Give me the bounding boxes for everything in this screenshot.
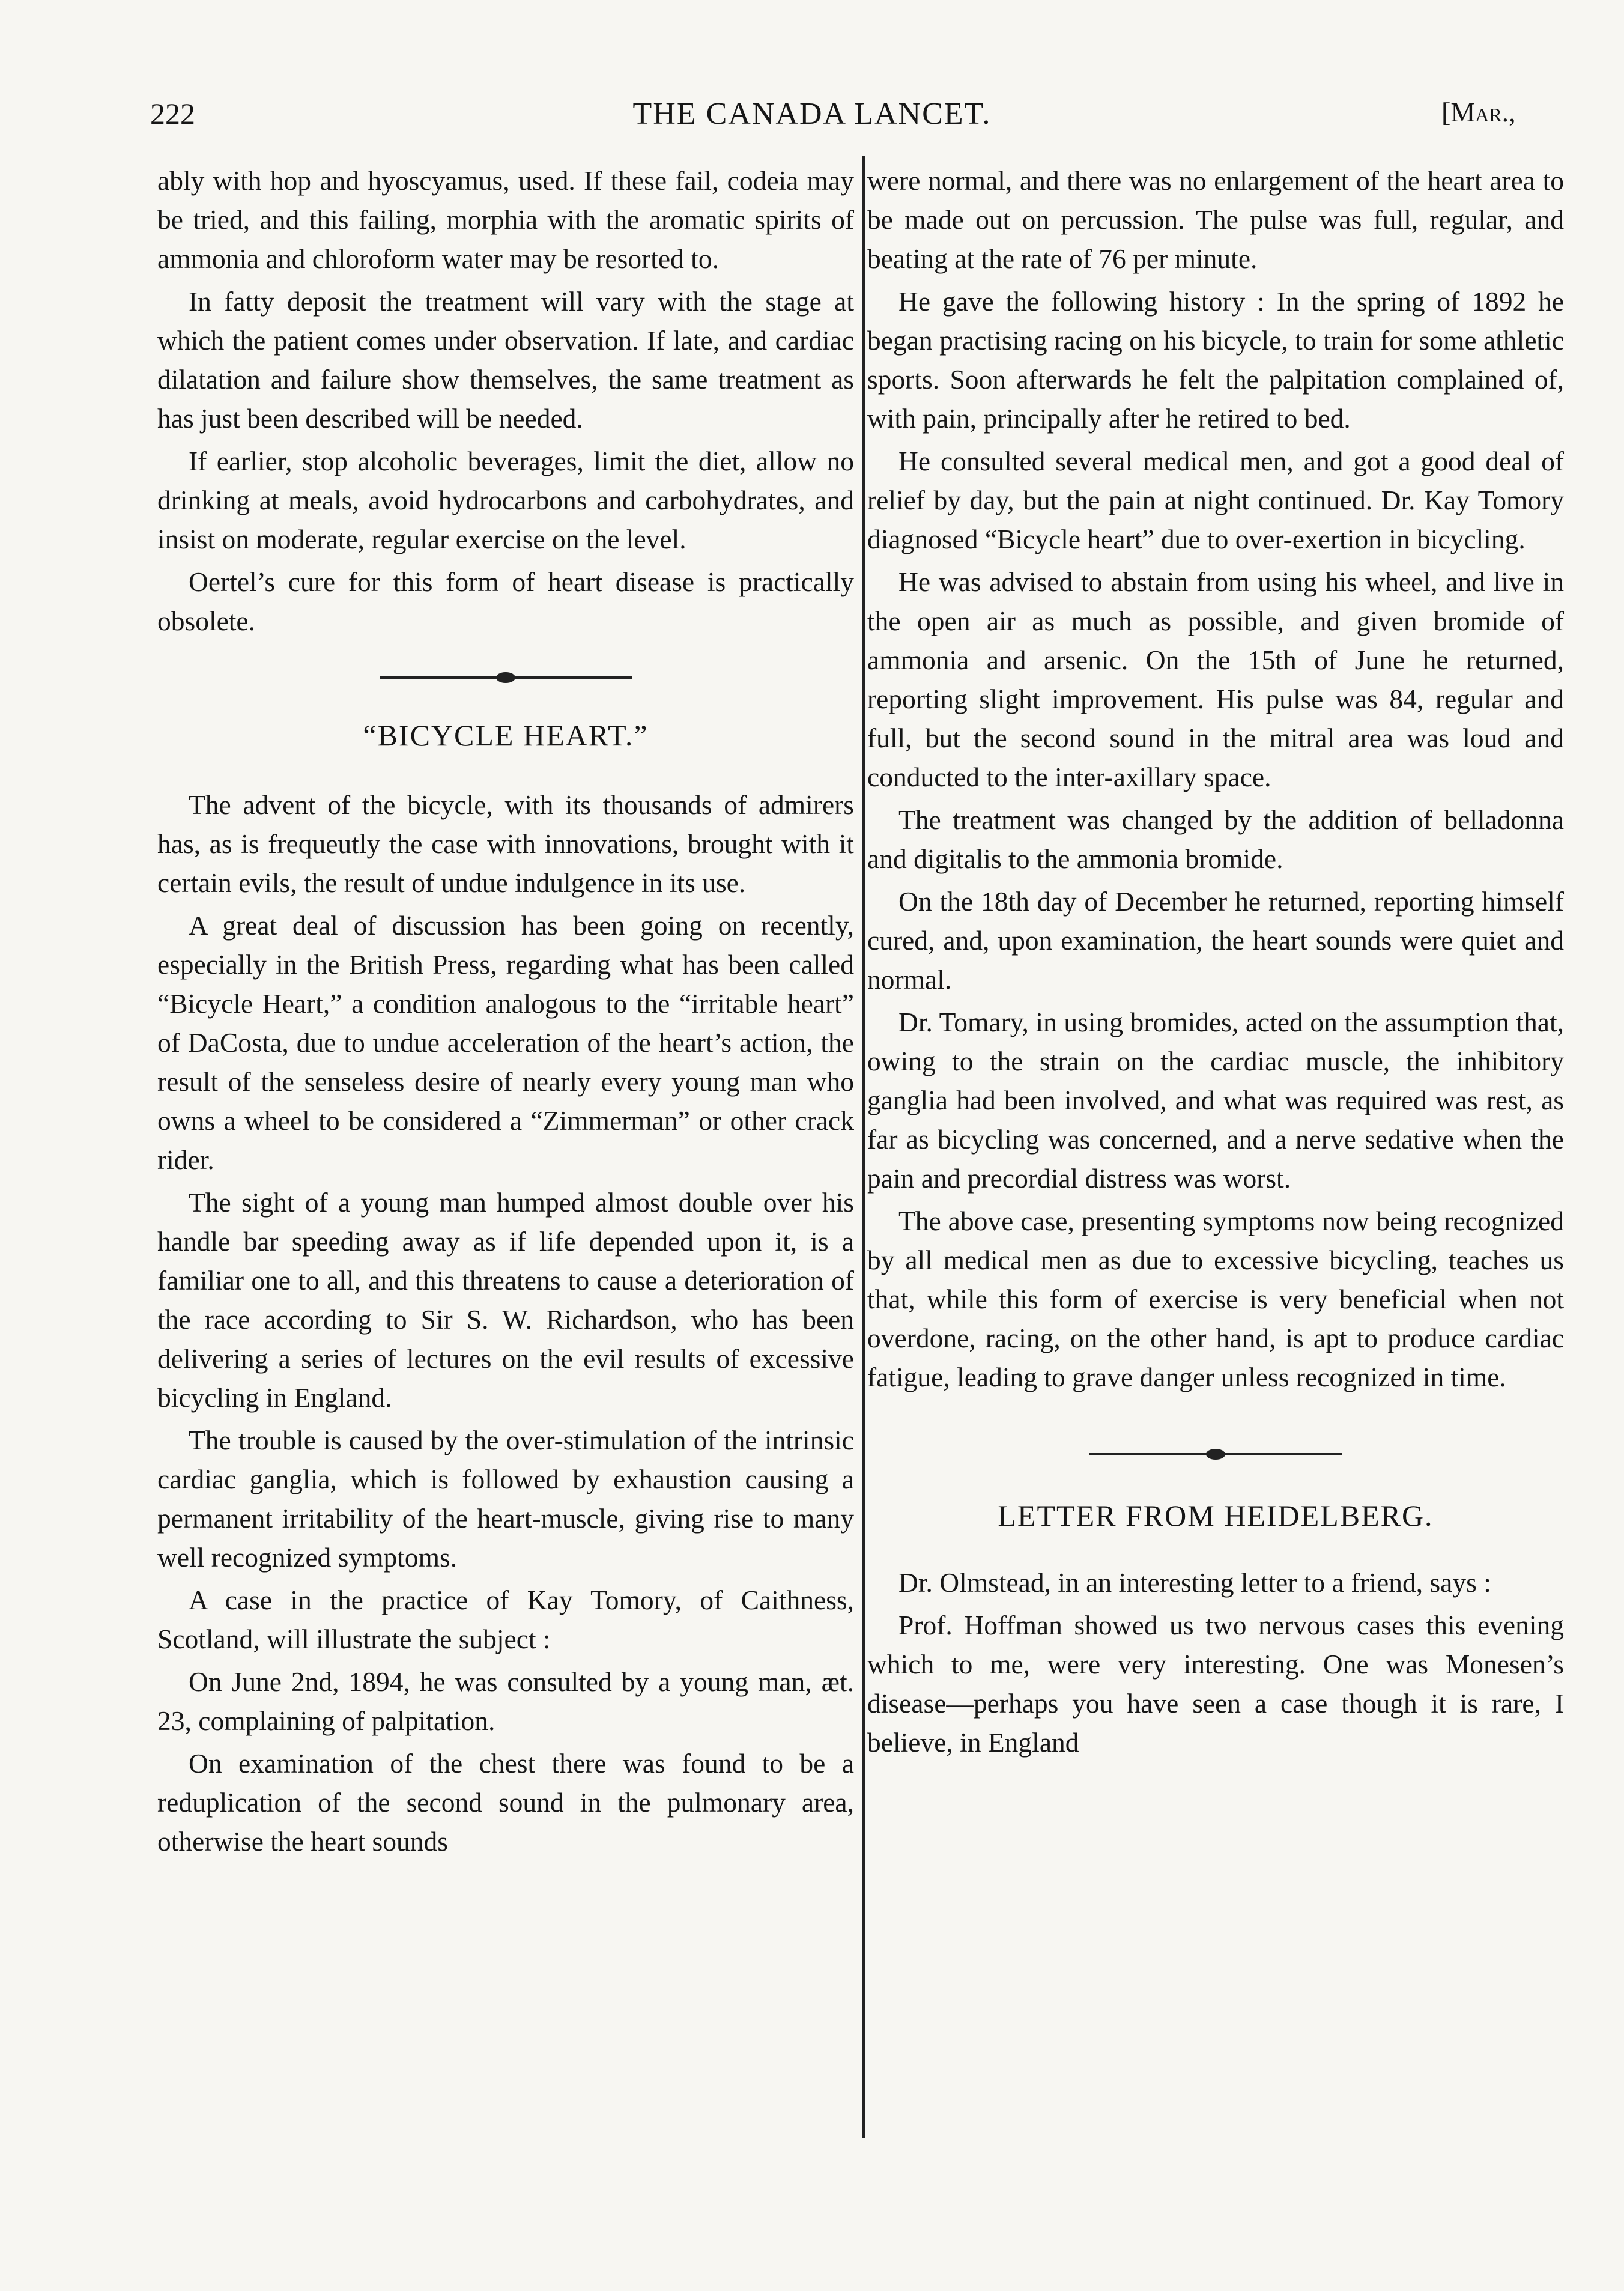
paragraph: The treatment was changed by the addition of belladonna and digitalis to the ammonia bromide. [867, 804, 1564, 874]
paragraph: A case in the practice of Kay Tomory, of Caithness, Scotland, will illustrate the subject : [157, 1585, 854, 1654]
journal-title: THE CANADA LANCET. [632, 97, 992, 131]
section-rule [380, 662, 632, 692]
section-title-bicycle-heart: “BICYCLE HEART.” [363, 718, 649, 752]
paragraph: On June 2nd, 1894, he was consulted by a young man, æt. 23, complaining of palpitation. [157, 1666, 854, 1736]
paragraph: The above case, presenting symptoms now being recognized by all medical men as due to excessive bicycling, teaches us that, while this form of exercise is very beneficial when not overdone, racing, on the other hand, is apt to produce cardiac fatigue, leading to grave danger unless recognized in time. [867, 1206, 1564, 1392]
page-header [0, 96, 1624, 144]
paragraph: The trouble is caused by the over-stimulation of the intrinsic cardiac ganglia, which is followed by exhaustion causing a permanent irritability of the heart-muscle, giving rise to many well recognized symptoms. [157, 1425, 854, 1573]
section-rule [1089, 1439, 1342, 1469]
paragraph: The advent of the bicycle, with its thousands of admirers has, as is frequeutly the case with innovations, brought with it certain evils, the result of undue indulgence in its use. [157, 789, 854, 898]
paragraph: A great deal of discussion has been going on recently, especially in the British Press, regarding what has been called “Bicycle Heart,” a condition analogous to the “irritable heart” of DaCosta, due to undue acceleration of the heart’s action, the result of the senseless desire of nearly every young man who owns a wheel to be considered a “Zimmerman” or other crack rider. [157, 910, 854, 1175]
paragraph: If earlier, stop alcoholic beverages, limit the diet, allow no drinking at meals, avoid hydrocarbons and carbohydrates, and insist on moderate, regular exercise on the level. [157, 446, 854, 554]
paragraph: He was advised to abstain from using his wheel, and live in the open air as much as possible, and given bromide of ammonia and arsenic. On the 15th of June he returned, reporting slight improvement. His pulse was 84, regular and full, but the second sound in the mitral area was loud and conducted to the inter-axillary space. [867, 566, 1564, 792]
paragraph: On the 18th day of December he returned, reporting himself cured, and, upon examination, the heart sounds were quiet and normal. [867, 886, 1564, 995]
section-title-letter-from-heidelberg: LETTER FROM HEIDELBERG. [998, 1499, 1434, 1532]
page-number: 222 [150, 97, 195, 130]
paragraph: were normal, and there was no enlargement of the heart area to be made out on percussion. The pulse was full, regular, and beating at the rate of 76 per minute. [867, 165, 1564, 274]
column-divider [862, 156, 865, 2138]
paragraph: In fatty deposit the treatment will vary with the stage at which the patient comes under observation. If late, and cardiac dilatation and failure show themselves, the same treatment as has just been described will be needed. [157, 286, 854, 434]
paragraph: Dr. Tomary, in using bromides, acted on the assumption that, owing to the strain on the cardiac muscle, the inhibitory ganglia had been involved, and what was required was rest, as far as bicycling was concerned, and a nerve sedative when the pain and precordial distress was worst. [867, 1007, 1564, 1194]
paragraph: Oertel’s cure for this form of heart disease is practically obsolete. [157, 566, 854, 636]
paragraph: He consulted several medical men, and got a good deal of relief by day, but the pain at night continued. Dr. Kay Tomory diagnosed “Bicycle heart” due to over-exertion in bicycling. [867, 446, 1564, 554]
paragraph: On examination of the chest there was found to be a reduplication of the second sound in the pulmonary area, otherwise the heart sounds [157, 1748, 854, 1857]
left-column [157, 161, 854, 1861]
paragraph: Prof. Hoffman showed us two nervous cases this evening which to me, were very interesting. One was Monesen’s disease—perhaps you have seen a case though it is rare, I believe, in England [867, 1610, 1564, 1758]
paragraph: The sight of a young man humped almost double over his handle bar speeding away as if life depended upon it, is a familiar one to all, and this threatens to cause a deterioration of the race according to Sir S. W. Richardson, who has been delivering a series of lectures on the evil results of excessive bicycling in England. [157, 1187, 854, 1413]
issue-month: [Mar., [1441, 97, 1516, 127]
paragraph: Dr. Olmstead, in an interesting letter to a friend, says : [898, 1567, 1491, 1598]
paragraph: He gave the following history : In the spring of 1892 he began practising racing on his bicycle, to train for some athletic sports. Soon afterwards he felt the palpitation complained of, with pain, principally after he retired to bed. [867, 286, 1564, 434]
paragraph: ably with hop and hyoscyamus, used. If these fail, codeia may be tried, and this failing, morphia with the aromatic spirits of ammonia and chloroform water may be resorted to. [157, 165, 854, 274]
right-column [867, 161, 1564, 1762]
